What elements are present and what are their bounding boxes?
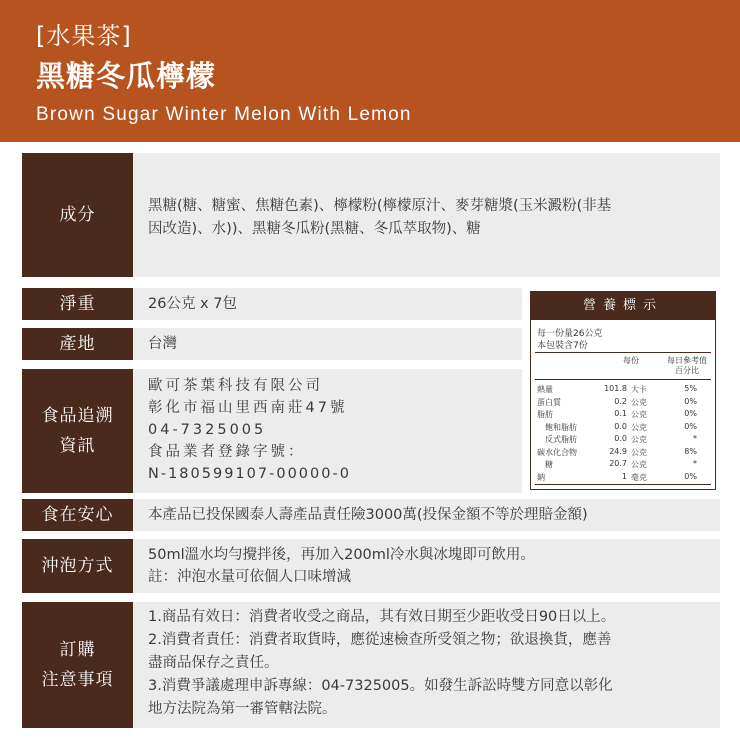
divider xyxy=(535,352,711,353)
nutrition-daily-value: * xyxy=(693,434,697,443)
nutrition-daily-value: 8% xyxy=(684,446,697,456)
nutrition-daily-value: 0% xyxy=(684,396,697,406)
nutrition-unit: 毫克 xyxy=(631,472,647,482)
nutrition-panel xyxy=(530,291,716,490)
trace-row xyxy=(22,369,522,493)
nutrition-nutrient-name: 碳水化合物 xyxy=(537,447,577,457)
nutrition-nutrient-name: 糖 xyxy=(545,460,553,469)
nutrition-amount: 0.1 xyxy=(614,409,627,418)
net-weight-value: 26公克 x 7包 xyxy=(148,296,237,312)
nutrition-unit: 公克 xyxy=(631,447,647,457)
nutrition-nutrient-name: 飽和脂肪 xyxy=(545,422,577,432)
nutrition-unit: 公克 xyxy=(631,460,647,469)
nutrition-amount: 0.0 xyxy=(614,421,627,431)
divider xyxy=(535,484,711,485)
nutrition-serving-size: 每一份量26公克 xyxy=(537,329,603,339)
origin-value: 台灣 xyxy=(148,336,177,352)
notice-label: 訂購 注意事項 xyxy=(22,602,133,728)
nutrition-unit: 大卡 xyxy=(631,385,647,394)
safety-text: 本產品已投保國泰人壽產品責任險3000萬(投保金額不等於理賠金額) xyxy=(148,507,588,523)
notice-text: 1.商品有效日：消費者收受之商品，其有效日期至少距收受日90日以上。 2.消費者責任：消費者取貨時，應從速檢查所受領之物；欲退換貨，應善 盡商品保存之責任。 3.消費爭議處理申訴專線：04-7325005。如發生訴訟時雙方同意以彰化 地方法院為第一審管轄法院。 xyxy=(148,609,616,717)
net-weight-label: 淨重 xyxy=(22,288,133,320)
brewing-label: 沖泡方式 xyxy=(22,539,133,593)
nutrition-daily-value: 5% xyxy=(684,384,697,393)
category-label: [水果茶] xyxy=(36,22,132,50)
nutrition-nutrient-name: 熱量 xyxy=(537,385,553,394)
nutrition-unit: 公克 xyxy=(631,410,647,419)
divider xyxy=(535,379,711,380)
nutrition-nutrient-name: 脂肪 xyxy=(537,410,553,419)
origin-row xyxy=(22,328,522,360)
nutrition-amount: 0.0 xyxy=(614,434,627,443)
nutrition-servings-count: 本包裝含7份 xyxy=(537,341,588,351)
nutrition-amount: 24.9 xyxy=(609,446,627,456)
nutrition-amount: 0.2 xyxy=(614,396,627,406)
nutrition-nutrient-name: 反式脂肪 xyxy=(545,435,577,444)
nutrition-amount: 20.7 xyxy=(609,459,627,468)
nutrition-amount: 1 xyxy=(621,471,627,481)
product-title: 黑糖冬瓜檸檬 xyxy=(36,59,217,93)
safety-label: 食在安心 xyxy=(22,499,133,531)
nutrition-col-daily-value: 每日參考值 xyxy=(667,356,707,365)
trace-text: 歐可茶葉科技有限公司 彰化市福山里西南莊47號 04-7325005 食品業者登錄字號： N-180599107-00000-0 xyxy=(148,378,351,482)
nutrition-unit: 公克 xyxy=(631,397,647,407)
ingredients-text: 黑糖(糖、糖蜜、焦糖色素)、檸檬粉(檸檬原汁、麥芽糖漿(玉米澱粉(非基 因改造)、水))、黑糖冬瓜粉(黑糖、冬瓜萃取物)、糖 xyxy=(148,198,612,237)
brewing-text: 50ml溫水均勻攪拌後，再加入200ml冷水與冰塊即可飲用。 註：沖泡水量可依個人口味增減 xyxy=(148,547,535,585)
nutrition-title: 營養標示 xyxy=(531,292,715,320)
nutrition-nutrient-name: 鈉 xyxy=(537,472,545,482)
nutrition-col-daily-value-percent: 百分比 xyxy=(675,366,699,375)
safety-row xyxy=(22,499,720,531)
nutrition-daily-value: * xyxy=(693,459,697,468)
nutrition-daily-value: 0% xyxy=(684,471,697,481)
nutrition-daily-value: 0% xyxy=(684,421,697,431)
header-banner xyxy=(0,0,740,142)
nutrition-amount: 101.8 xyxy=(604,384,627,393)
net-weight-row xyxy=(22,288,522,320)
nutrition-unit: 公克 xyxy=(631,435,647,444)
nutrition-daily-value: 0% xyxy=(684,409,697,418)
brewing-row xyxy=(22,539,720,593)
nutrition-unit: 公克 xyxy=(631,422,647,432)
nutrition-nutrient-name: 蛋白質 xyxy=(537,397,561,407)
nutrition-col-per-serving: 每份 xyxy=(623,356,639,365)
product-title-english: Brown Sugar Winter Melon With Lemon xyxy=(36,104,412,125)
origin-label: 產地 xyxy=(22,328,133,360)
ingredients-row xyxy=(22,153,720,277)
notice-row xyxy=(22,602,720,728)
trace-label: 食品追溯 資訊 xyxy=(22,369,133,493)
ingredients-label: 成分 xyxy=(22,153,133,277)
